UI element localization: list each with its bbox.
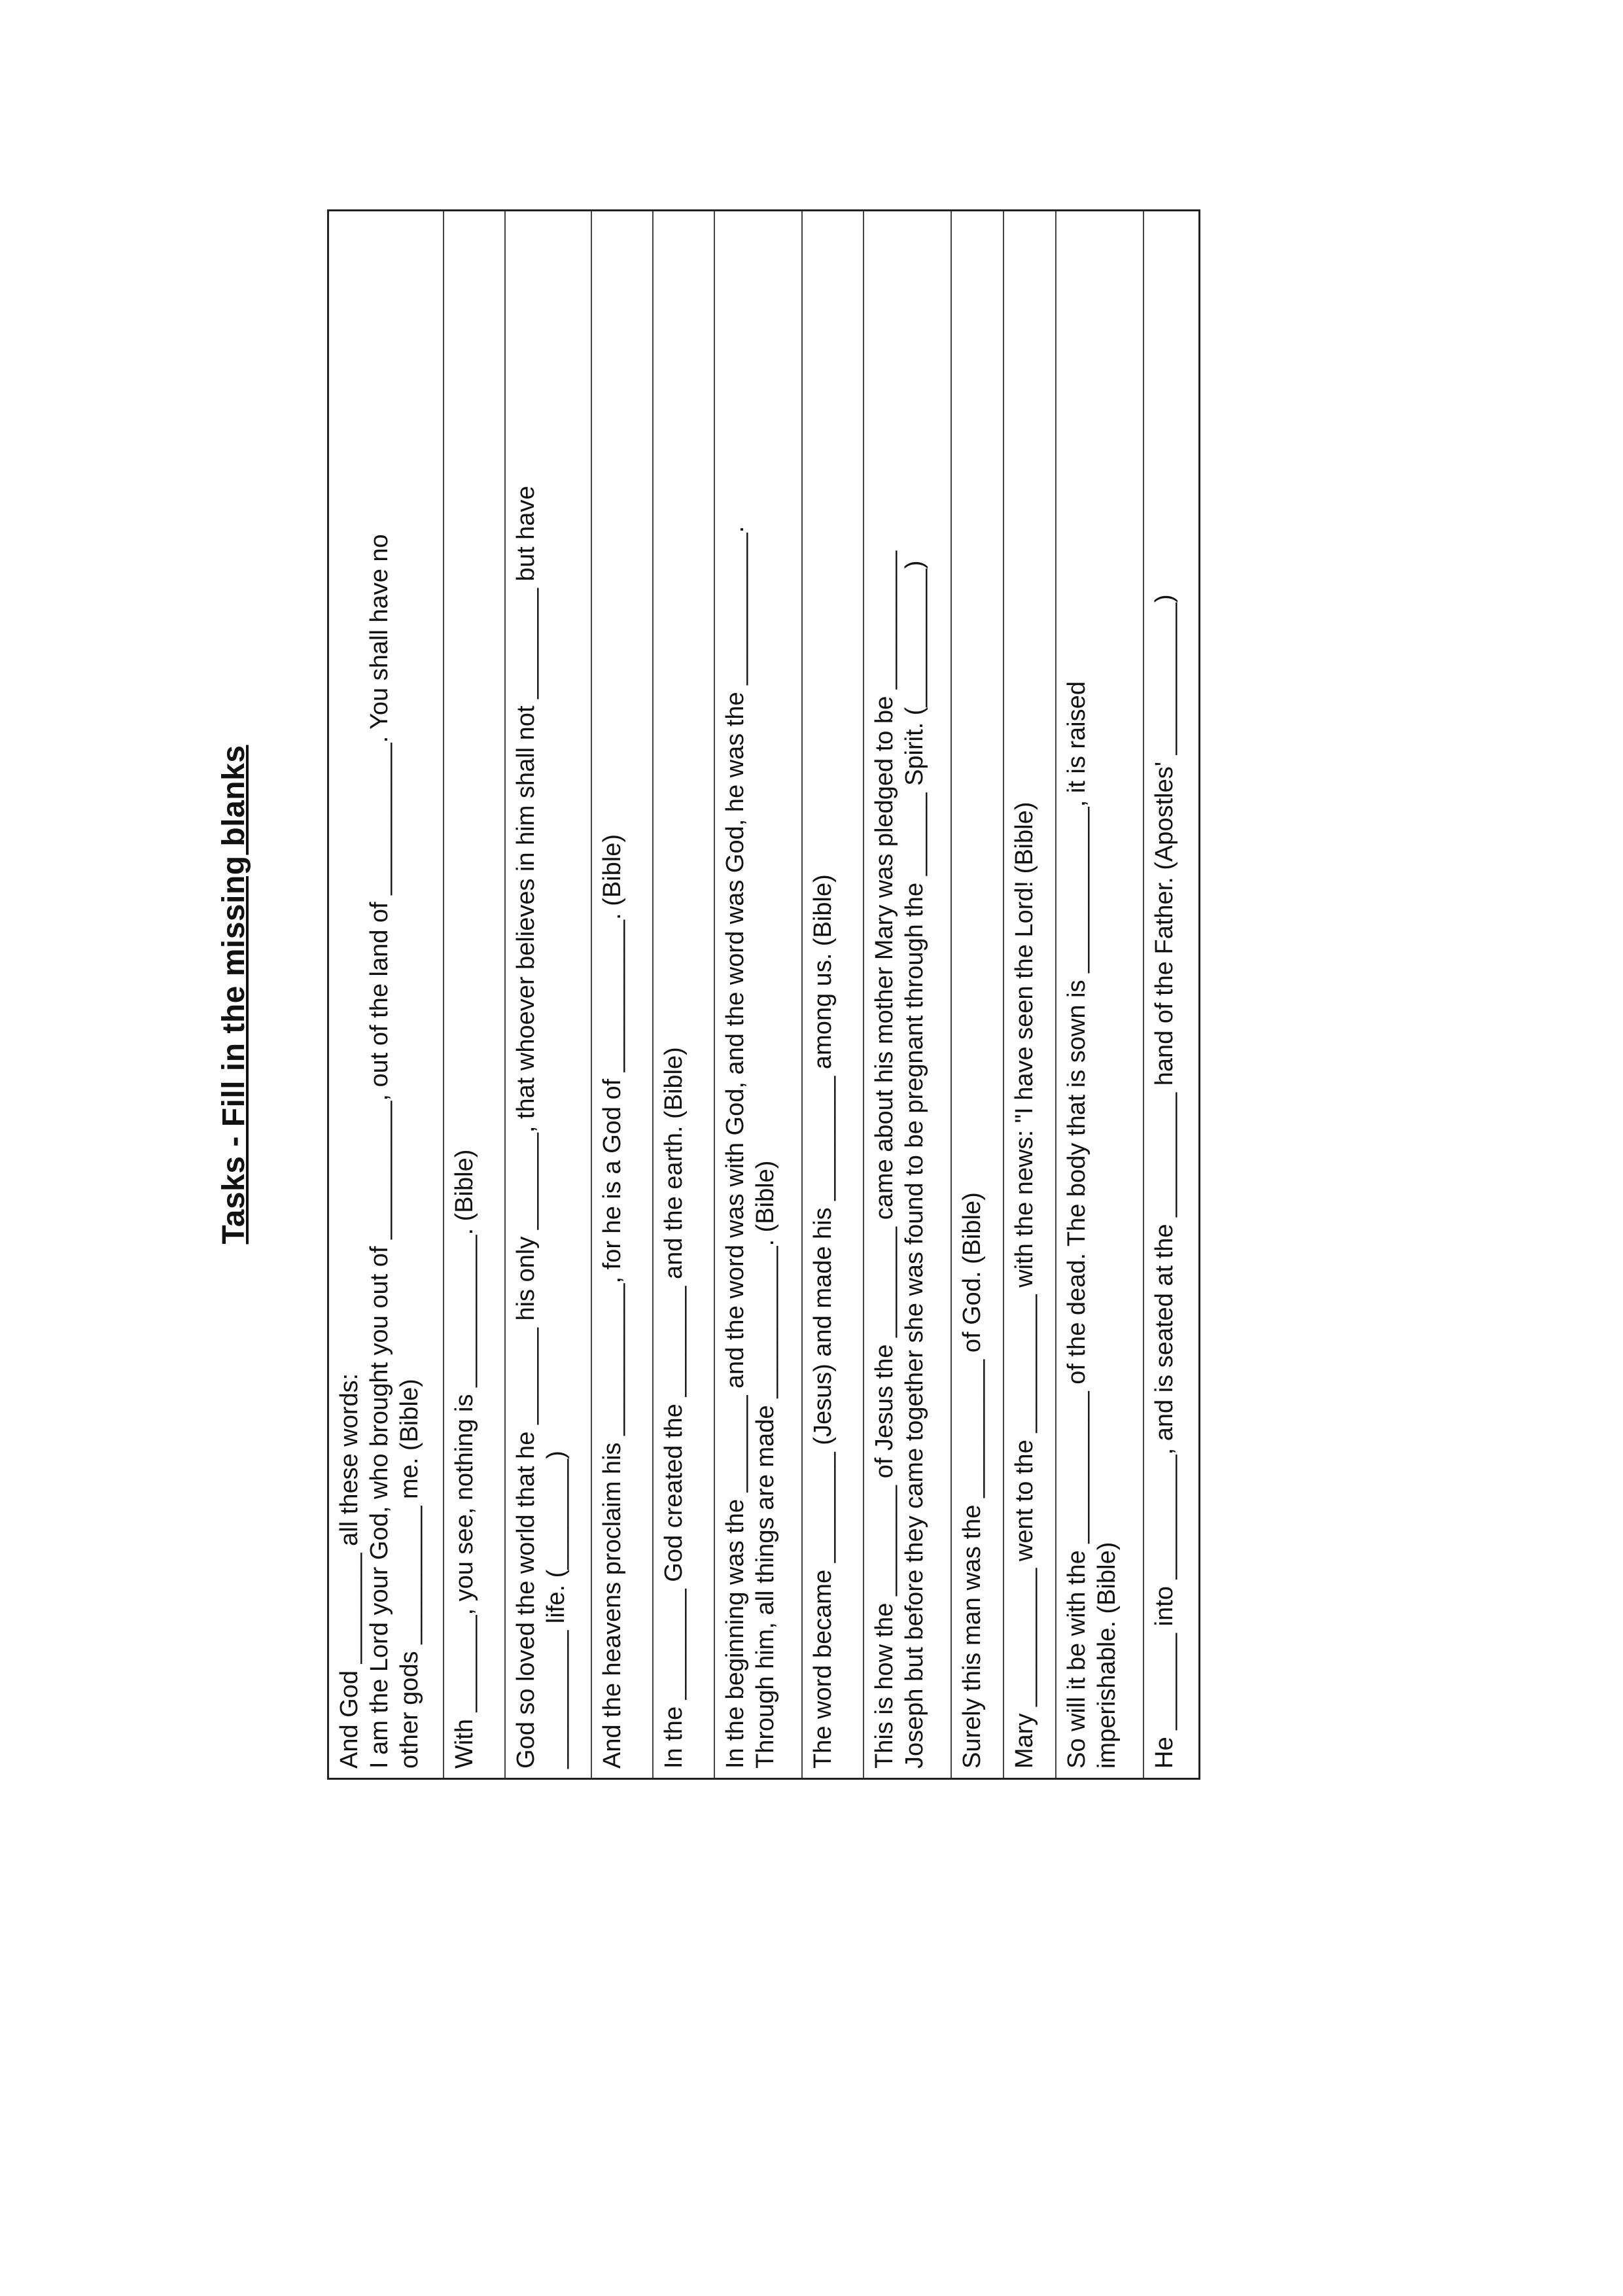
task-text: With _______, you see, nothing is ___________. (Bible): [444, 211, 505, 1779]
task-row: [505, 211, 591, 1779]
task-text: In the ________ God created the ________ and the earth. (Bible): [653, 211, 714, 1779]
task-text: God so loved the world that he _______ his only _______, that whoever believes in him shall not ________ but have __________ life. (________): [505, 211, 591, 1779]
fill-in-blanks-table: [327, 209, 1200, 1780]
task-text: And the heavens proclaim his ___________, for he is a God of ___________. (Bible): [591, 211, 653, 1779]
task-row: [591, 211, 653, 1779]
task-row: [1056, 211, 1143, 1779]
task-row: [951, 211, 1003, 1779]
task-text: This is how the ________ of Jesus the ________ came about his mother Mary was pledged to be __________ Joseph but before they came together she was found to be pregnant through the ______ Spirit. (__________): [864, 211, 951, 1779]
task-text: He _______ into _________, and is seated at the _________ hand of the Father. (Apostles' ___________): [1143, 211, 1200, 1779]
task-text: In the beginning was the _______ and the word was with God, and the word was God, he was the ___________. Through him, all things are made ___________. (Bible): [714, 211, 802, 1779]
task-text: The word became ________ (Jesus) and made his _________ among us. (Bible): [802, 211, 864, 1779]
task-row: [802, 211, 864, 1779]
worksheet-page: [216, 209, 1230, 1780]
task-row: [1003, 211, 1056, 1779]
task-text: So will it be with the ___________ of the dead. The body that is sown is ____________, it is raised imperishable. (Bible): [1056, 211, 1143, 1779]
task-row: [1143, 211, 1200, 1779]
task-text: Surely this man was the __________ of God. (Bible): [951, 211, 1003, 1779]
task-row: [864, 211, 951, 1779]
page-title: Tasks - Fill in the missing blanks: [217, 745, 251, 1245]
task-text: And God ________ all these words: I am the Lord your God, who brought you out of __________, out of the land of ___________. You shall have no other gods __________ me. (Bible): [328, 211, 444, 1779]
task-row: [328, 211, 444, 1779]
task-row: [714, 211, 802, 1779]
task-row: [444, 211, 505, 1779]
task-row: [653, 211, 714, 1779]
task-text: Mary __________ went to the __________ with the news: "I have seen the Lord! (Bible): [1003, 211, 1056, 1779]
